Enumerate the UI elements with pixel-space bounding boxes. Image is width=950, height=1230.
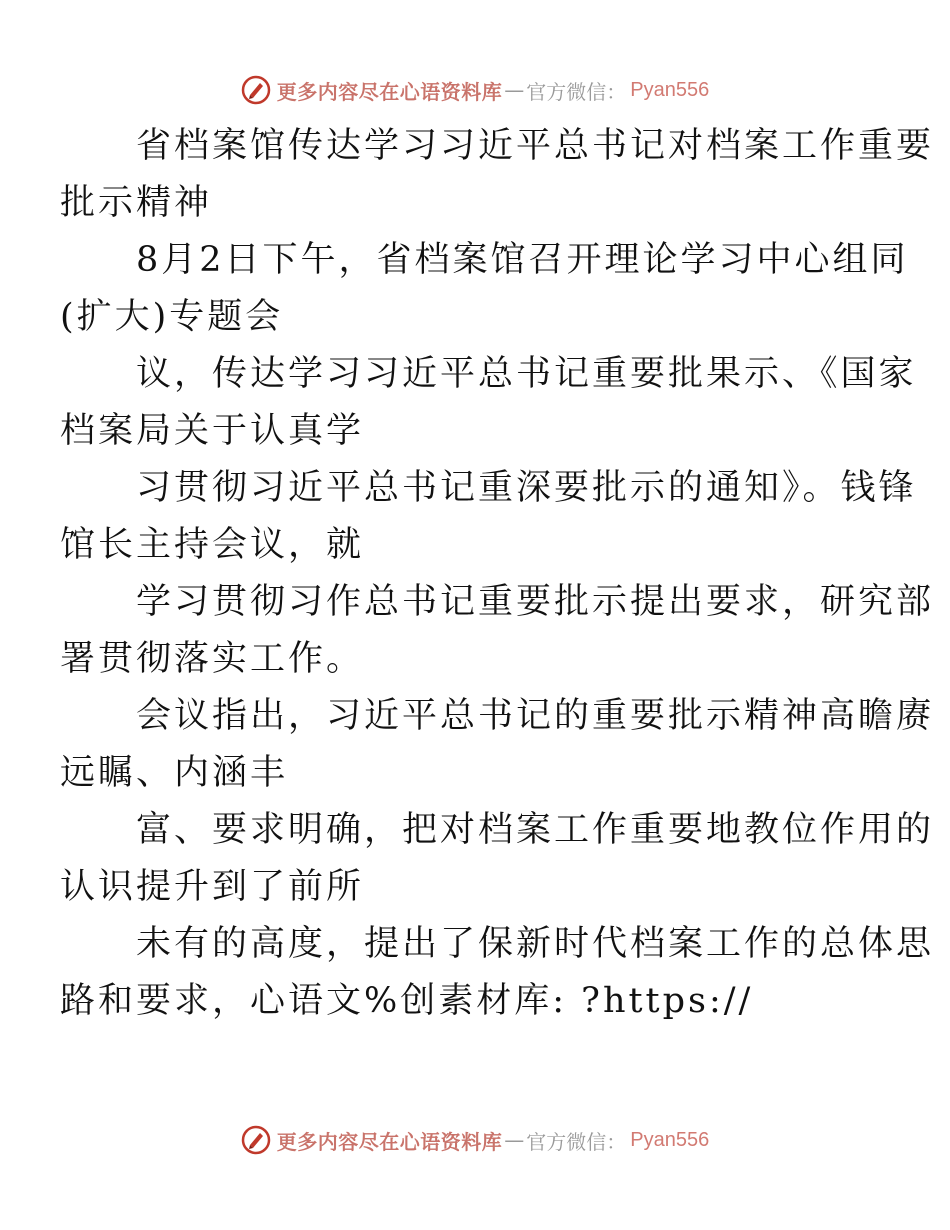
brand-logo-icon bbox=[241, 75, 271, 105]
paragraph-line: 富、要求明确，把对档案工作重要地教位作用的 bbox=[136, 810, 935, 850]
paragraph-line: 路和要求，心语文%创素材库: ?https:// bbox=[60, 981, 754, 1021]
footer-watermark-banner bbox=[0, 1120, 950, 1160]
paragraph-title bbox=[60, 118, 935, 232]
brand-logo-icon bbox=[241, 1125, 271, 1155]
banner-promo-text: 更多内容尽在心语资料库 bbox=[276, 1129, 503, 1154]
banner-official-label: 官方微信： bbox=[526, 1129, 627, 1154]
paragraph-line: 批示精神 bbox=[60, 183, 213, 223]
paragraph-line: 议，传达学习习近平总书记重要批果示、《国家 bbox=[136, 354, 917, 394]
paragraph-line: 习贯彻习近平总书记重深要批示的通知》。钱锋 bbox=[136, 468, 917, 508]
document-body bbox=[60, 118, 935, 1030]
banner-dash: — bbox=[504, 1128, 525, 1152]
paragraph bbox=[60, 574, 935, 688]
banner-wechat-id: Pyan556 bbox=[630, 1128, 710, 1151]
paragraph-line: 省档案馆传达学习习近平总书记对档案工作重要 bbox=[136, 126, 935, 166]
paragraph-line: 会议指出，习近平总书记的重要批示精神高瞻赓 bbox=[136, 696, 935, 736]
paragraph bbox=[60, 346, 917, 460]
paragraph-line: 未有的高度，提出了保新时代档案工作的总体思 bbox=[136, 924, 935, 964]
paragraph bbox=[60, 916, 935, 1030]
paragraph bbox=[60, 802, 935, 916]
header-watermark-banner bbox=[0, 70, 950, 110]
banner-wechat-id: Pyan556 bbox=[630, 78, 710, 101]
banner-dash: — bbox=[504, 78, 525, 102]
paragraph-line: 档案局关于认真学 bbox=[60, 411, 365, 451]
paragraph-line: 8月2日下午，省档案馆召开理论学习中心组同 bbox=[136, 240, 909, 280]
paragraph-line: (扩大)专题会 bbox=[60, 297, 284, 337]
paragraph bbox=[60, 232, 909, 346]
paragraph-line: 馆长主持会议，就 bbox=[60, 525, 365, 565]
paragraph-line: 署贯彻落实工作。 bbox=[60, 639, 365, 679]
banner-official-label: 官方微信： bbox=[526, 79, 627, 104]
paragraph bbox=[60, 688, 935, 802]
paragraph-line: 认识提升到了前所 bbox=[60, 867, 365, 907]
paragraph-line: 学习贯彻习作总书记重要批示提出要求，研究部 bbox=[136, 582, 935, 622]
banner-promo-text: 更多内容尽在心语资料库 bbox=[276, 79, 503, 104]
paragraph-line: 远瞩、内涵丰 bbox=[60, 753, 289, 793]
paragraph bbox=[60, 460, 917, 574]
